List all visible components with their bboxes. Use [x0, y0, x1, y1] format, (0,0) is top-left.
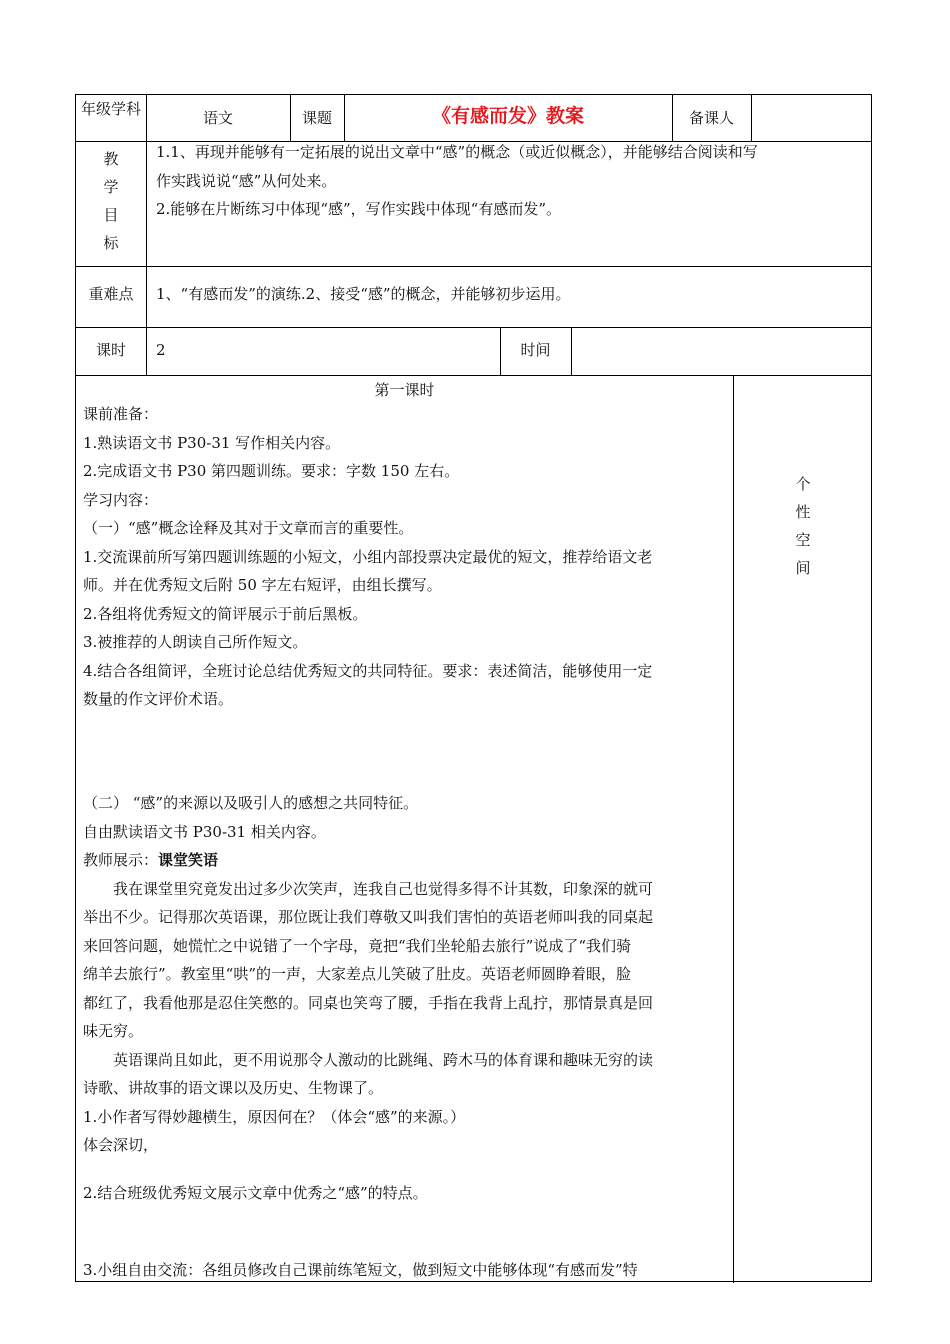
row-divider [76, 327, 871, 328]
goals-label-char: 教 [103, 150, 119, 168]
teacher-title: 课堂笑语 [158, 851, 219, 869]
col-divider [571, 327, 572, 375]
story-line: 来回答问题，她慌忙之中说错了一个字母，竟把“我们坐轮船去旅行”说成了“我们骑 [83, 936, 632, 955]
side-label-char: 个 [795, 475, 811, 493]
teacher-label: 教师展示： [83, 851, 159, 869]
story-line: 味无穷。 [83, 1022, 144, 1040]
question-2: 2.结合班级优秀短文展示文章中优秀之“感”的特点。 [83, 1184, 428, 1202]
lesson-plan-table [75, 94, 872, 1282]
story-line: 举出不少。记得那次英语课，那位既让我们尊敬又叫我们害怕的英语老师叫我的同桌起 [83, 908, 654, 926]
hours-value: 2 [156, 341, 166, 359]
row-divider [76, 266, 871, 267]
prep-heading: 课前准备： [83, 405, 159, 423]
col-divider [751, 95, 752, 141]
side-label-char: 间 [795, 559, 811, 577]
side-label-char: 性 [795, 503, 811, 521]
preparer-label: 备课人 [688, 109, 734, 127]
time-label: 时间 [520, 341, 551, 359]
lesson-part-2 [83, 789, 729, 1160]
part1-step: 2.各组将优秀短文的简评展示于前后黑板。 [83, 604, 368, 623]
side-label-char: 空 [795, 531, 811, 549]
story-line: 绵羊去旅行”。教室里“哄”的一声，大家差点儿笑破了肚皮。英语老师圆睁着眼，脸 [83, 965, 632, 983]
goals-label-char: 目 [103, 206, 119, 224]
part1-step: 1.交流课前所写第四题训练题的小短文，小组内部投票决定最优的短文，推荐给语文老 [83, 547, 653, 566]
goal-item-1 [156, 138, 868, 224]
story-line: 诗歌、讲故事的语文课以及历史、生物课了。 [83, 1079, 384, 1097]
part1-step: 数量的作文评价术语。 [83, 690, 234, 708]
part1-step: 师。并在优秀短文后附 50 字左右短评，由组长撰写。 [83, 576, 442, 594]
part2-heading: （二） “感”的来源以及吸引人的感想之共同特征。 [83, 794, 419, 812]
col-divider [146, 95, 147, 375]
key-points-text: 1、“有感而发”的演练.2、接受“感”的概念，并能够初步运用。 [156, 285, 571, 303]
prep-item: 2.完成语文书 P30 第四题训练。要求：字数 150 左右。 [83, 462, 460, 480]
story-line: 都红了，我看他那是忍住笑憋的。同桌也笑弯了腰，手指在我背上乱拧，那情景真是回 [83, 993, 654, 1012]
topic-label: 课题 [301, 109, 332, 127]
goals-label-char: 标 [103, 234, 119, 252]
grade-subject-label: 年级学科 [80, 100, 141, 118]
part2-read: 自由默读语文书 P30-31 相关内容。 [83, 822, 326, 841]
page-title: 《有感而发》教案 [431, 105, 584, 127]
goal-line: 作实践说说“感”从何处来。 [156, 171, 337, 190]
story-line: 我在课堂里究竟发出过多少次笑声，连我自己也觉得多得不计其数，印象深的就可 [113, 879, 654, 898]
goal-line: 2.能够在片断练习中体现“感”，写作实践中体现“有感而发”。 [156, 200, 561, 218]
prep-item: 1.熟读语文书 P30-31 写作相关内容。 [83, 433, 341, 452]
part1-heading: （一）“感”概念诠释及其对于文章而言的重要性。 [83, 519, 414, 537]
part1-step: 3.被推荐的人朗读自己所作短文。 [83, 633, 308, 651]
question-3: 3.小组自由交流：各组员修改自己课前练笔短文，做到短文中能够体现“有感而发”特 [83, 1261, 638, 1279]
question-answer: 体会深切， [83, 1136, 159, 1154]
key-points-label: 重难点 [88, 285, 134, 303]
goal-line: 1.1、再现并能够有一定拓展的说出文章中“感”的概念（或近似概念），并能够结合阅读和写 [156, 143, 758, 161]
lesson-part-1 [83, 400, 729, 714]
subject-value: 语文 [202, 109, 233, 127]
col-divider [733, 375, 734, 1283]
section-title: 第一课时 [374, 381, 435, 399]
hours-label: 课时 [95, 341, 126, 359]
teacher-display [83, 846, 729, 875]
content-heading: 学习内容： [83, 490, 159, 509]
goals-label-char: 学 [103, 178, 119, 196]
row-divider [76, 375, 871, 376]
question: 1.小作者写得妙趣横生，原因何在？（体会“感”的来源。） [83, 1107, 466, 1126]
part1-step: 4.结合各组简评，全班讨论总结优秀短文的共同特征。要求：表述简洁，能够使用一定 [83, 661, 653, 680]
story-line: 英语课尚且如此，更不用说那令人激动的比跳绳、跨木马的体育课和趣味无穷的读 [113, 1050, 654, 1069]
